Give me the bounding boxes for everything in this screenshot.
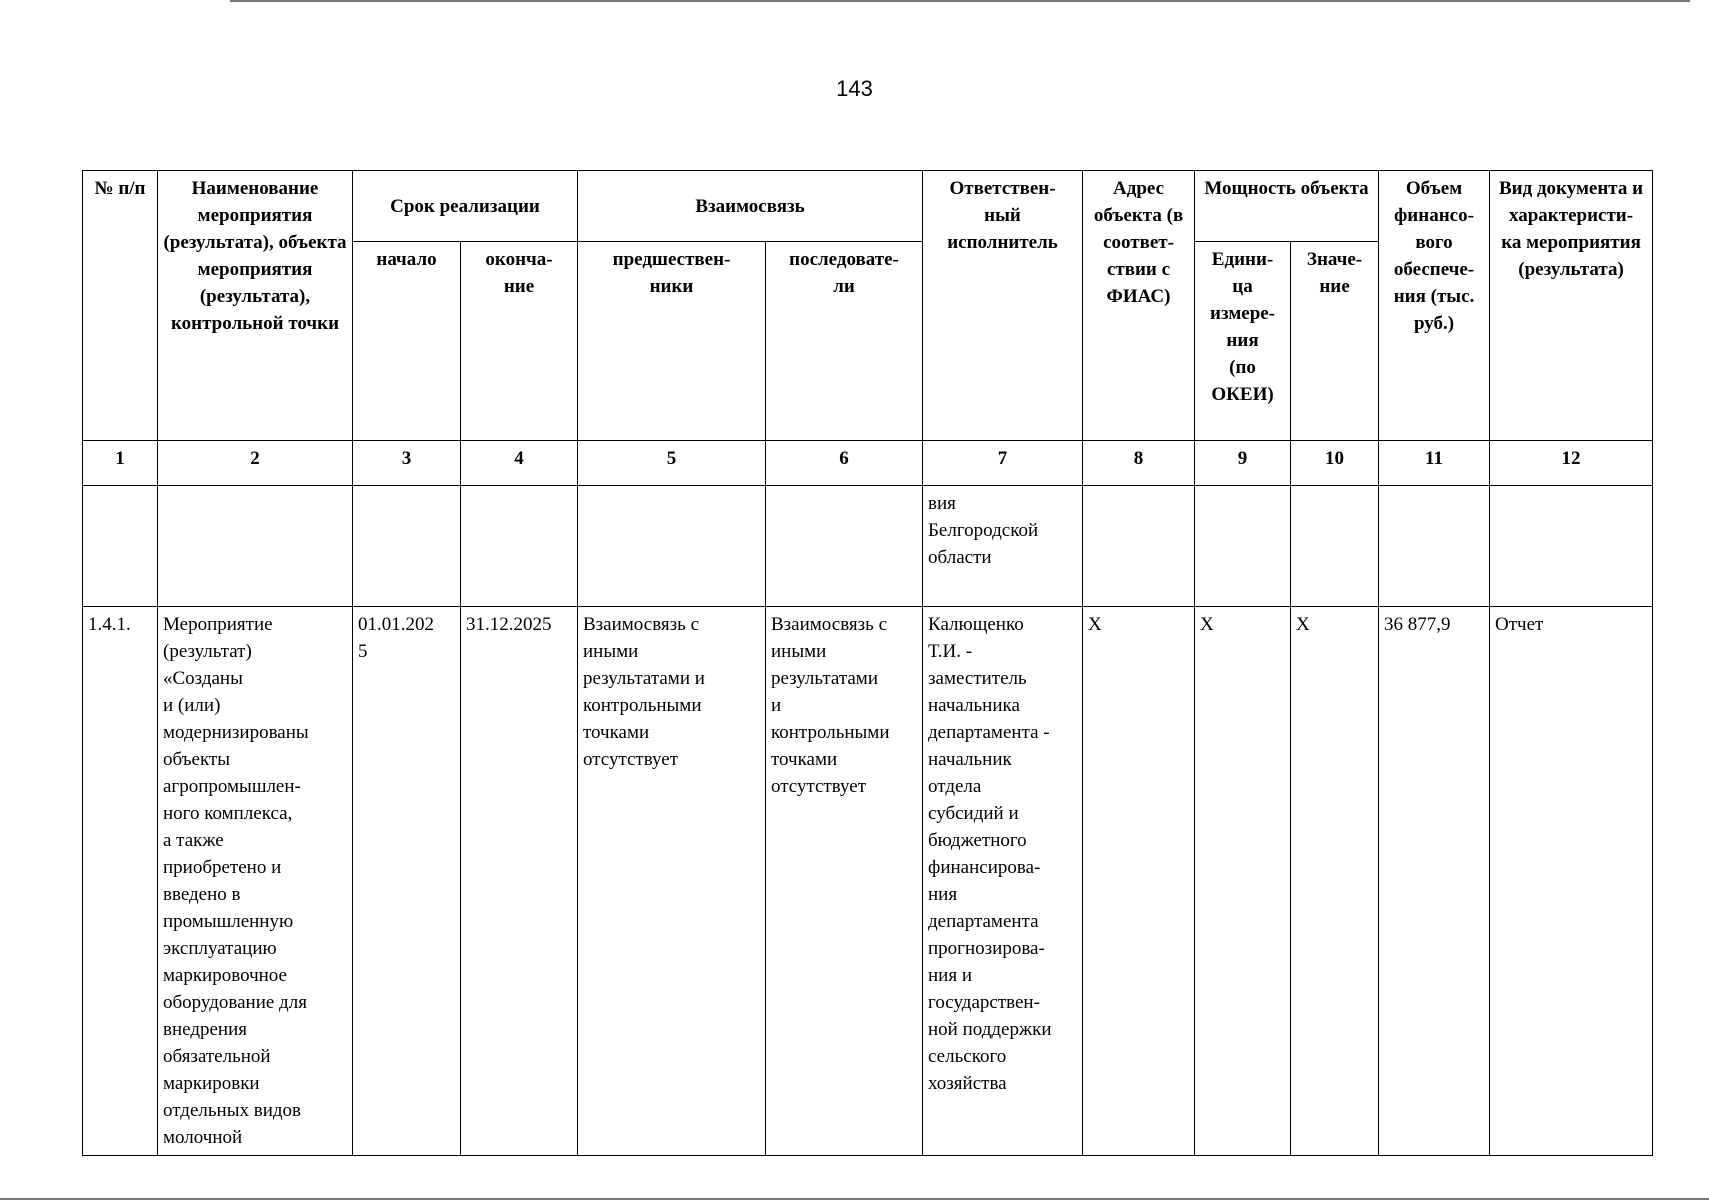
column-number: 2 xyxy=(158,441,353,486)
column-number: 11 xyxy=(1379,441,1490,486)
cell-doc: Отчет xyxy=(1490,607,1653,1156)
header-capacity: Мощность объекта xyxy=(1195,171,1379,242)
cell-empty xyxy=(83,486,158,607)
cell-empty xyxy=(1291,486,1379,607)
document-table xyxy=(82,170,1653,1156)
cell-empty xyxy=(461,486,578,607)
column-number: 7 xyxy=(923,441,1083,486)
cell-responsible-continued: вия Белгородской области xyxy=(923,486,1083,607)
cell-unit: Х xyxy=(1195,607,1291,1156)
header-responsible: Ответствен- ный исполнитель xyxy=(923,171,1083,441)
page-number: 143 xyxy=(836,76,873,101)
cell-empty xyxy=(1490,486,1653,607)
continuation-row xyxy=(83,486,1653,607)
header-capacity-unit: Едини- ца измере- ния (по ОКЕИ) xyxy=(1195,242,1291,441)
column-number: 4 xyxy=(461,441,578,486)
header-finance: Объем финансо- вого обеспече- ния (тыс. руб.) xyxy=(1379,171,1490,441)
cell-name: Мероприятие (результат) «Созданы и (или) модернизированы объекты агропромышлен- ного комплекса, а также приобретено и введено в промышленную эксплуатацию маркировочное оборудование для внедрения обязательной маркировки отдельных видов молочной xyxy=(158,607,353,1156)
cell-value: Х xyxy=(1291,607,1379,1156)
column-number: 6 xyxy=(766,441,923,486)
cell-empty xyxy=(158,486,353,607)
header-num: № п/п xyxy=(83,171,158,441)
column-number: 9 xyxy=(1195,441,1291,486)
cell-start: 01.01.202 5 xyxy=(353,607,461,1156)
cell-empty xyxy=(578,486,766,607)
cell-empty xyxy=(353,486,461,607)
column-number: 5 xyxy=(578,441,766,486)
table-row xyxy=(83,607,1653,1156)
header-capacity-value: Значе- ние xyxy=(1291,242,1379,441)
cell-empty xyxy=(766,486,923,607)
column-number: 1 xyxy=(83,441,158,486)
cell-finance: 36 877,9 xyxy=(1379,607,1490,1156)
cell-empty xyxy=(1083,486,1195,607)
header-doc: Вид документа и характеристи- ка мероприятия (результата) xyxy=(1490,171,1653,441)
cell-empty xyxy=(1379,486,1490,607)
header-period-end: оконча- ние xyxy=(461,242,578,441)
scan-border-top xyxy=(230,0,1690,2)
column-numbers-row xyxy=(83,441,1653,486)
header-name: Наименование мероприятия (результата), объекта мероприятия (результата), контрольной точки xyxy=(158,171,353,441)
cell-address: Х xyxy=(1083,607,1195,1156)
header-period: Срок реализации xyxy=(353,171,578,242)
cell-responsible: Калющенко Т.И. - заместитель начальника департамента - начальник отдела субсидий и бюджетного финансирова- ния департамента прогнозирова- ния и государствен- ной поддержки сельского хозяйства xyxy=(923,607,1083,1156)
header-row-1 xyxy=(83,171,1653,242)
column-number: 8 xyxy=(1083,441,1195,486)
cell-end: 31.12.2025 xyxy=(461,607,578,1156)
cell-empty xyxy=(1195,486,1291,607)
column-number: 12 xyxy=(1490,441,1653,486)
cell-num: 1.4.1. xyxy=(83,607,158,1156)
header-relation-prev: предшествен- ники xyxy=(578,242,766,441)
header-period-start: начало xyxy=(353,242,461,441)
column-number: 3 xyxy=(353,441,461,486)
cell-prev: Взаимосвязь с иными результатами и контрольными точками отсутствует xyxy=(578,607,766,1156)
header-address: Адрес объекта (в соответ- ствии с ФИАС) xyxy=(1083,171,1195,441)
cell-next: Взаимосвязь с иными результатами и контрольными точками отсутствует xyxy=(766,607,923,1156)
column-number: 10 xyxy=(1291,441,1379,486)
header-relation-next: последовате- ли xyxy=(766,242,923,441)
header-relation: Взаимосвязь xyxy=(578,171,923,242)
